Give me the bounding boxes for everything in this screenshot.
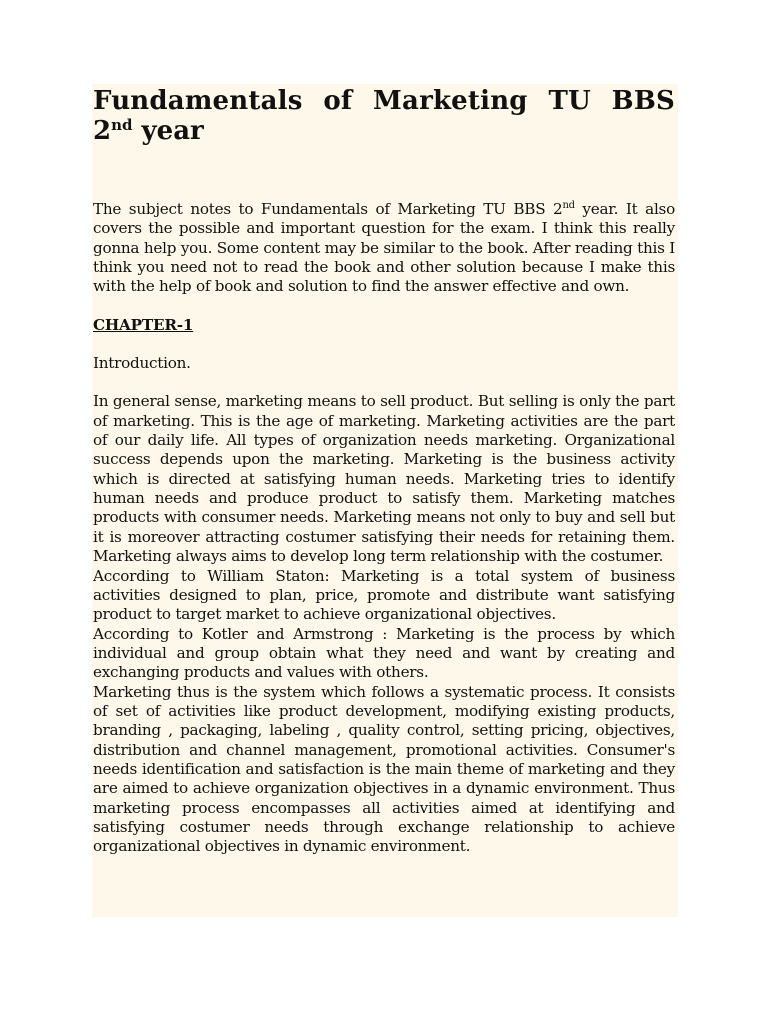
document-title-line1: Fundamentals of Marketing TU BBS	[93, 86, 675, 116]
document-body	[93, 86, 675, 857]
body-paragraph-staton-definition: According to William Staton: Marketing is a total system of business activities designed to plan, price, promote and distribute want satisfying product to target market to achieve organizational objectives.	[93, 566, 675, 624]
body-paragraph-kotler-definition: According to Kotler and Armstrong : Marketing is the process by which individual and group obtain what they need and want by creating and exchanging products and values with others.	[93, 624, 675, 682]
document-title-line2	[93, 116, 675, 146]
intro-year-suffix: nd	[562, 200, 575, 211]
chapter-heading: CHAPTER-1	[93, 315, 194, 334]
intro-text-start: The subject notes to Fundamentals of Marketing TU BBS 2	[93, 200, 563, 218]
body-paragraph-marketing-system: Marketing thus is the system which follows a systematic process. It consists of set of activities like product development, modifying existing products, branding , packaging, labeling , quality control, setting pricing, objectives, distribution and channel management, promotional activities. Consumer's needs identification and satisfaction is the main theme of marketing and they are aimed to achieve organization objectives in a dynamic environment. Thus marketing process encompasses all activities aimed at identifying and satisfying costumer needs through exchange relationship to achieve organizational objectives in dynamic environment.	[93, 682, 675, 856]
title-year-number: 2	[93, 116, 112, 146]
section-heading: Introduction.	[93, 354, 191, 373]
body-paragraph-general-sense: In general sense, marketing means to sell product. But selling is only the part of marketing. This is the age of marketing. Marketing activities are the part of our daily life. All types of organization needs marketing. Organizational success depends upon the marketing. Marketing is the business activity which is directed at satisfying human needs. Marketing tries to identify human needs and produce product to satisfy them. Marketing matches products with consumer needs. Marketing means not only to buy and sell but it is moreover attracting costumer satisfying their needs for retaining them. Marketing always aims to develop long term relationship with the costumer.	[93, 392, 675, 566]
intro-text-end: year. It also covers the possible and important question for the exam. I think this really gonna help you. Some content may be similar to the book. After reading this I think you need not to read the book and other solution because I make this with the help of book and solution to find the answer effective and own.	[93, 200, 675, 296]
title-year-word: year	[132, 116, 204, 146]
intro-paragraph	[93, 200, 675, 297]
title-year-suffix: nd	[111, 116, 133, 134]
